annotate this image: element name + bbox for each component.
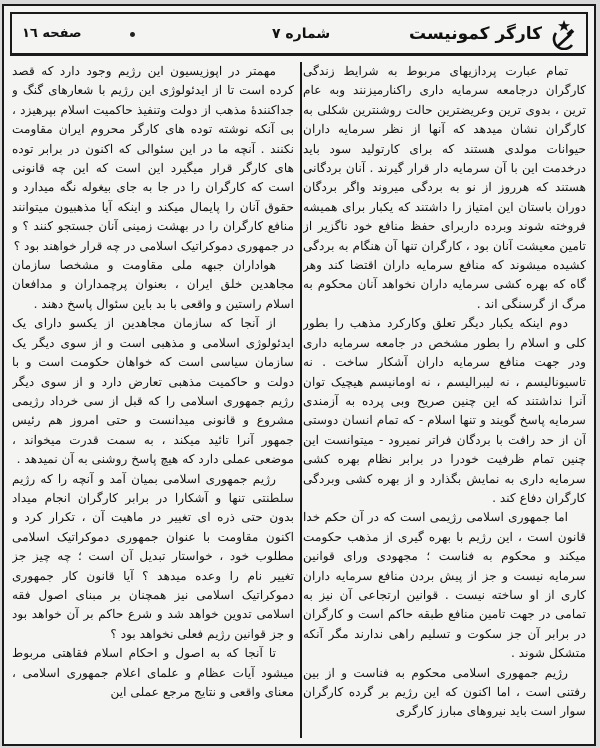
paragraph: رژیم جمهوری اسلامی بمیان آمد و آنچه را که رژیم سلطنتی تنها و آشکارا در برابر کارگران انجام میداد بدون حتی ذره ای تغییر در ماهیت آن ، تکرار کرد و اکنون مقاومت با عنوان جمهوری دموکراتیک اسلامی مطلوب خود ، خواستار تبدیل آن است ؛ چه چیز جز تغییر نام را وعده میدهد ؟ آیا قانون کار جمهوری دموکراتیک اسلامی نیز همچنان بر مبنای اصول فقه اسلامی تدوین خواهد شد و شرع حاکم بر آن خواهد بود و جز قوانین رژیم فعلی نخواهد بود ؟ bbox=[12, 471, 294, 641]
header-dot bbox=[130, 32, 135, 37]
column-divider bbox=[300, 62, 302, 738]
left-column bbox=[12, 62, 294, 738]
article-body bbox=[12, 62, 586, 738]
issue-number: شماره ٧ bbox=[272, 26, 331, 42]
page-header bbox=[10, 12, 588, 56]
newspaper-page bbox=[2, 4, 596, 746]
hammer-sickle-star-icon bbox=[548, 18, 580, 50]
paragraph: رژیم جمهوری اسلامی محکوم به فناست و از بین رفتنی است ، اما اکنون که این رژیم بر گرده کارگران سوار است باید نیروهای مبارز کارگری bbox=[303, 665, 586, 719]
paragraph: دوم اینکه یکبار دیگر تعلق وکارکرد مذهب را بطور کلی و اسلام را بطور مشخص در جامعه سرمایه داری ودر جهت منافع سرمایه داران آشکار ساخت . نه تاسیونالیسم ، نه لیبرالیسم ، نه اومانیسم هیچیک توان آنرا نداشتند که این چنین صریح وبی پرده به آزمندی سرمایه پاسخ گویند و تنها اسلام - که تمام انسان دوستی آن از حد رافت با بردگان فراتر نمیرود - میتوانست این چنین تمام ظرفیت خودرا در برابر نظام بهره کشی سرمایه داری به نمایش بگذارد و از بهره کشی وبردگی کارگران دفاع کند . bbox=[303, 316, 586, 505]
publication-title: کارگر کمونیست bbox=[409, 24, 542, 44]
paragraph: تا آنجا که به اصول و احکام اسلام فقاهتی مربوط میشود آیات عظام و علمای اعلام جمهوری اسلامی ، معنای واقعی و نتایج مرجع عملی این bbox=[12, 646, 294, 699]
paragraph: مهمتر در اپوزیسیون این رژیم وجود دارد که قصد کرده است تا از ایدئولوژی این رژیم با شعارهای گنگ و جداکنندهٔ مذهب از دولت وتنفیذ حاکمیت اسلام بپرهیزد ، بی آنکه نوشته توده های کارگر محروم ایران مقاومت نکنند . آنچه ما در این سئوالی که اکنون در برابر توده های کارگر قرار میگیرد این است که این چه قانونی است که کارگران را در جا به جای بیغوله نگه میدارد و حقوق آنان را پایمال میکند و اینکه آیا مذهبیون میتوانند منافع کارگران را در بهشت زمینی آنان جستجو کنند ؟ و در جمهوری دموکراتیک اسلامی در چه قرار خواهند بود ؟ bbox=[12, 64, 294, 253]
paragraph: تمام عبارت پردازیهای مربوط به شرایط زندگی کارگران درجامعه سرمایه داری راکنارمیزنند وبه عام ترین ، بدوی ترین وعریضترین حالت روشنترین شکلی به کارگران نشان میدهد که آنها از نظر سرمایه داران حیوانات مولدی هستند که برای کارتولید سود باید درخدمت این با آن سرمایه دار قرار گیرند . آنان بردگانی هستند که هرروز از نو به بردگی میروند واگر بردگان دوران باستان این امتیاز را داشتند که یکبار برای همیشه فروخته شوند وبرده داربرای حفظ منافع خود ناگزیر از تامین معیشت آنان بود ، کارگران تنها آن هنگام به بردگی کشیده میشوند که منافع سرمایه داران اقتضا کند وهر گاه که بهره کشی سرمایه داران نخواهد آنان محکوم به مرگ از گرسنگی اند . bbox=[303, 64, 586, 311]
paragraph: اما جمهوری اسلامی رژیمی است که در آن حکم خدا قانون است ، این رژیم با بهره گیری از مذهب حکومت میکند و محکوم به فناست ؛ مجهودی ورای قوانین سرمایه نیست و جز از پیش بردن منافع سرمایه داران کاری از او ساخته نیست . قوانین ارتجاعی آن نیز به تمامی در جهت تامین منافع طبقه حاکم است و کارگران در برابر آن جز سکوت و تسلیم راهی ندارند مگر آنکه متشکل شوند . bbox=[303, 510, 586, 661]
right-column bbox=[303, 62, 586, 738]
paragraph: هواداران جبهه ملی مقاومت و مشخصا سازمان مجاهدین خلق ایران ، بعنوان پرچمداران و مدافعان اسلام راستین و واقعی با بد باین سئوال پاسخ دهند . bbox=[12, 258, 294, 311]
paragraph: از آنجا که سازمان مجاهدین از یکسو دارای یک ایدئولوژی اسلامی و مذهبی است و از سوی دیگر یک سازمان سیاسی است که خواهان حکومت است و با دولت و حاکمیت مذهبی تعارض دارد و از سوی دیگر رژیم جمهوری اسلامی را که قبل از سی خرداد رژیمی مشروع و قانونی میدانست و حتی امروز هم رئیس جمهور آنرا تائید میکند ، به سمت قدرت میخواند ، موضعی عملی دارد که هیچ پاسخ روشنی به آن نمیدهد . bbox=[12, 316, 294, 467]
page-number: صفحه ١٦ bbox=[22, 26, 82, 41]
